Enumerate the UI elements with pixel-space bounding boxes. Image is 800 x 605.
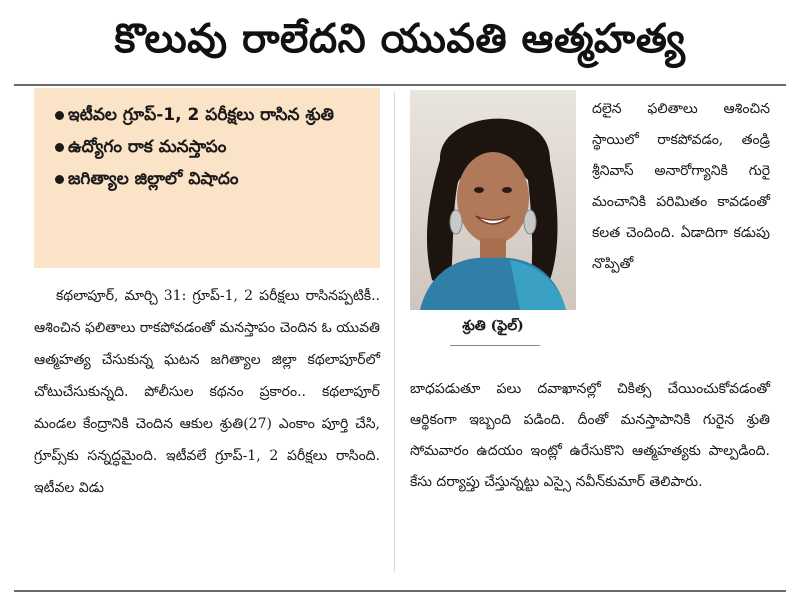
body-column-right-top: దలైన ఫలితాలు ఆశించిన స్థాయిలో రాకపోవడం, తండ్రి శ్రీనివాస్ అనారోగ్యానికి గురై మంచానికి పరిమితం కావడంతో కలత చెందింది. ఏడాదిగా కడుపు నొప్పితో xyxy=(592,101,770,272)
highlight-text: ఉద్యోగం రాక మనస్తాపం xyxy=(68,137,227,157)
highlight-item xyxy=(50,102,368,128)
body-column-right-bottom: బాధపడుతూ పలు దవాఖానల్లో చికిత్స చేయించుకోవడంతో ఆర్థికంగా ఇబ్బంది పడింది. దీంతో మనస్తాపానికి గురైన శ్రుతి సోమవారం ఉదయం ఇంట్లో ఉరేసుకొని ఆత్మహత్యకు పాల్పడింది. కేసు దర్యాప్తు చేస్తున్నట్టు ఎస్సై నవీన్‌కుమార్ తెలిపారు. xyxy=(410,381,770,490)
column-divider xyxy=(394,92,395,572)
portrait-illustration xyxy=(410,90,576,310)
caption-underline xyxy=(450,345,540,346)
highlight-text: జగిత్యాల జిల్లాలో విషాదం xyxy=(68,169,239,189)
headline: కొలువు రాలేదని యువతి ఆత్మహత్య xyxy=(114,16,686,62)
bullet-icon xyxy=(50,166,68,192)
portrait-photo xyxy=(410,90,576,310)
photo-caption: శ్రుతి (ఫైల్) xyxy=(462,318,524,334)
bullet-icon xyxy=(50,102,68,128)
bottom-divider xyxy=(14,590,786,592)
body-column-left xyxy=(34,280,380,504)
highlight-text: ఇటీవల గ్రూప్-1, 2 పరీక్షలు రాసిన శ్రుతి xyxy=(68,105,334,125)
bullet-icon xyxy=(50,134,68,160)
highlight-item xyxy=(50,134,368,160)
top-divider xyxy=(14,84,786,86)
body-text-left: కథలాపూర్, మార్చి 31: గ్రూప్-1, 2 పరీక్షలు రాసినప్పటికీ.. ఆశించిన ఫలితాలు రాకపోవడంతో మనస్తాపం చెందిన ఓ యువతి ఆత్మహత్య చేసుకున్న ఘటన జగిత్యాల జిల్లా కథలాపూర్‌లో చోటుచేసుకున్నది. పోలీసుల కథనం ప్రకారం.. కథలాపూర్ మండల కేంద్రానికి చెందిన ఆకుల శ్రుతి(27) ఎంకాం పూర్తి చేసి, గ్రూప్స్‌కు సన్నద్ధమైంది. ఇటీవలే గ్రూప్-1, 2 పరీక్షలు రాసింది. ఇటీవల విడు xyxy=(34,288,380,496)
highlights-box xyxy=(34,88,380,268)
highlight-item xyxy=(50,166,368,192)
